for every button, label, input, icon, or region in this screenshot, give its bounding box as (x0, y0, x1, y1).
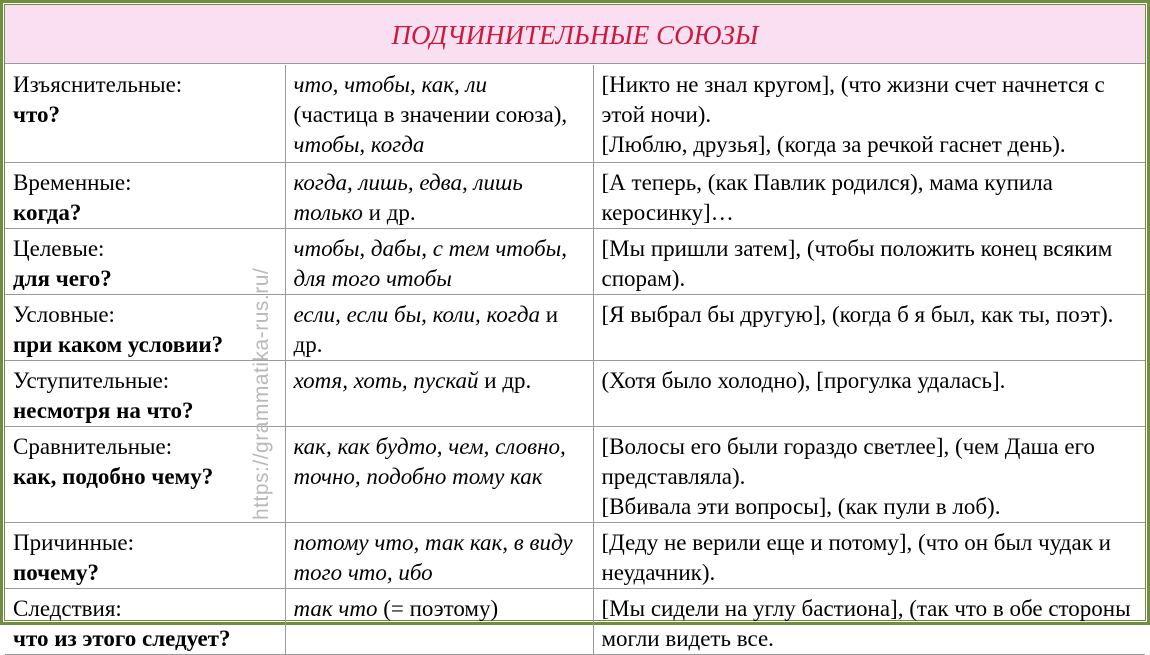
clause-question: что из этого следует? (13, 625, 231, 651)
table-row (5, 65, 1145, 162)
table-row (5, 228, 1145, 294)
example-sentence: [Никто не знал кругом], (что жизни счет начнется с этой ночи). (601, 72, 1105, 127)
table-row (5, 360, 1145, 426)
clause-question: когда? (13, 199, 82, 225)
table-row (5, 294, 1145, 360)
conjunction-list: так что (293, 595, 378, 621)
examples-cell (593, 228, 1145, 294)
clause-question: для чего? (13, 265, 112, 291)
table-row (5, 426, 1145, 522)
conjunction-note: (= поэтому) (377, 595, 499, 621)
clause-type: Сравнительные: (13, 433, 173, 459)
type-cell (5, 162, 285, 228)
conjunction-list: что, чтобы, как, ли (293, 72, 487, 97)
conjunctions-cell (285, 294, 593, 360)
clause-type: Уступительные: (13, 367, 170, 393)
example-sentence: [А теперь, (как Павлик родился), мама купила керосинку]… (601, 169, 1053, 225)
examples-cell (593, 360, 1145, 426)
example-sentence: [Мы сидели на углу бастиона], (так что в обе стороны могли видеть все. (601, 595, 1131, 651)
clause-type: Целевые: (13, 235, 105, 261)
examples-cell (593, 65, 1145, 162)
example-sentence: [Мы пришли затем], (чтобы положить конец всяким спорам). (601, 235, 1113, 291)
table-container (4, 4, 1146, 651)
clause-type: Условные: (13, 301, 115, 327)
page-title: ПОДЧИНИТЕЛЬНЫЕ СОЮЗЫ (5, 5, 1145, 64)
type-cell (5, 426, 285, 522)
type-cell (5, 228, 285, 294)
conjunction-note: и др. (478, 367, 532, 393)
examples-cell (593, 162, 1145, 228)
clause-type: Временные: (13, 169, 132, 195)
examples-cell (593, 294, 1145, 360)
table-row (5, 588, 1145, 654)
conjunction-list: как, как будто, чем, словно, точно, подобно тому как (293, 433, 566, 489)
conjunction-list: если, если бы, коли, когда (293, 301, 541, 327)
type-cell (5, 294, 285, 360)
conjunctions-table (5, 65, 1145, 655)
clause-question: что? (13, 102, 60, 127)
watermark: https://grammatika-rus.ru/ (250, 267, 273, 520)
conjunction-list: хотя, хоть, пускай (293, 367, 479, 393)
conjunction-list: чтобы, дабы, с тем чтобы, для того чтобы (293, 235, 568, 291)
conjunctions-cell (285, 426, 593, 522)
table-row (5, 522, 1145, 588)
example-sentence: (Хотя было холодно), [прогулка удалась]. (601, 367, 1006, 393)
clause-type: Изъяснительные: (13, 72, 183, 97)
conjunctions-cell (285, 65, 593, 162)
example-sentence: [Волосы его были гораздо светлее], (чем Даша его представляла). (601, 433, 1095, 489)
clause-type: Причинные: (13, 529, 134, 555)
type-cell (5, 588, 285, 654)
type-cell (5, 360, 285, 426)
clause-question: несмотря на что? (13, 397, 194, 423)
examples-cell (593, 522, 1145, 588)
conjunction-note: и др. (362, 199, 416, 225)
conjunctions-cell (285, 522, 593, 588)
examples-cell (593, 588, 1145, 654)
example-sentence: [Я выбрал бы другую], (когда б я был, как ты, поэт). (601, 301, 1114, 327)
conjunctions-cell (285, 360, 593, 426)
type-cell (5, 522, 285, 588)
example-sentence: [Деду не верили еще и потому], (что он был чудак и неудачник). (601, 529, 1111, 585)
conjunctions-cell (285, 162, 593, 228)
clause-question: при каком условии? (13, 331, 224, 357)
table-row (5, 162, 1145, 228)
clause-question: почему? (13, 559, 100, 585)
conjunction-note: и др. (293, 301, 559, 357)
type-cell (5, 65, 285, 162)
conjunctions-cell (285, 588, 593, 654)
conjunctions-cell (285, 228, 593, 294)
examples-cell (593, 426, 1145, 522)
example-sentence: [Люблю, друзья], (когда за речкой гаснет день). (601, 132, 1066, 157)
conjunction-list-extra: чтобы, когда (293, 132, 425, 157)
conjunction-note: (частица в значении союза), (293, 102, 568, 127)
clause-question: как, подобно чему? (13, 463, 214, 489)
clause-type: Следствия: (13, 595, 122, 621)
conjunction-list: потому что, так как, в виду того что, ибо (293, 529, 573, 585)
example-sentence: [Вбивала эти вопросы], (как пули в лоб). (601, 493, 1001, 519)
conjunction-list: когда, лишь, едва, лишь только (293, 169, 523, 225)
